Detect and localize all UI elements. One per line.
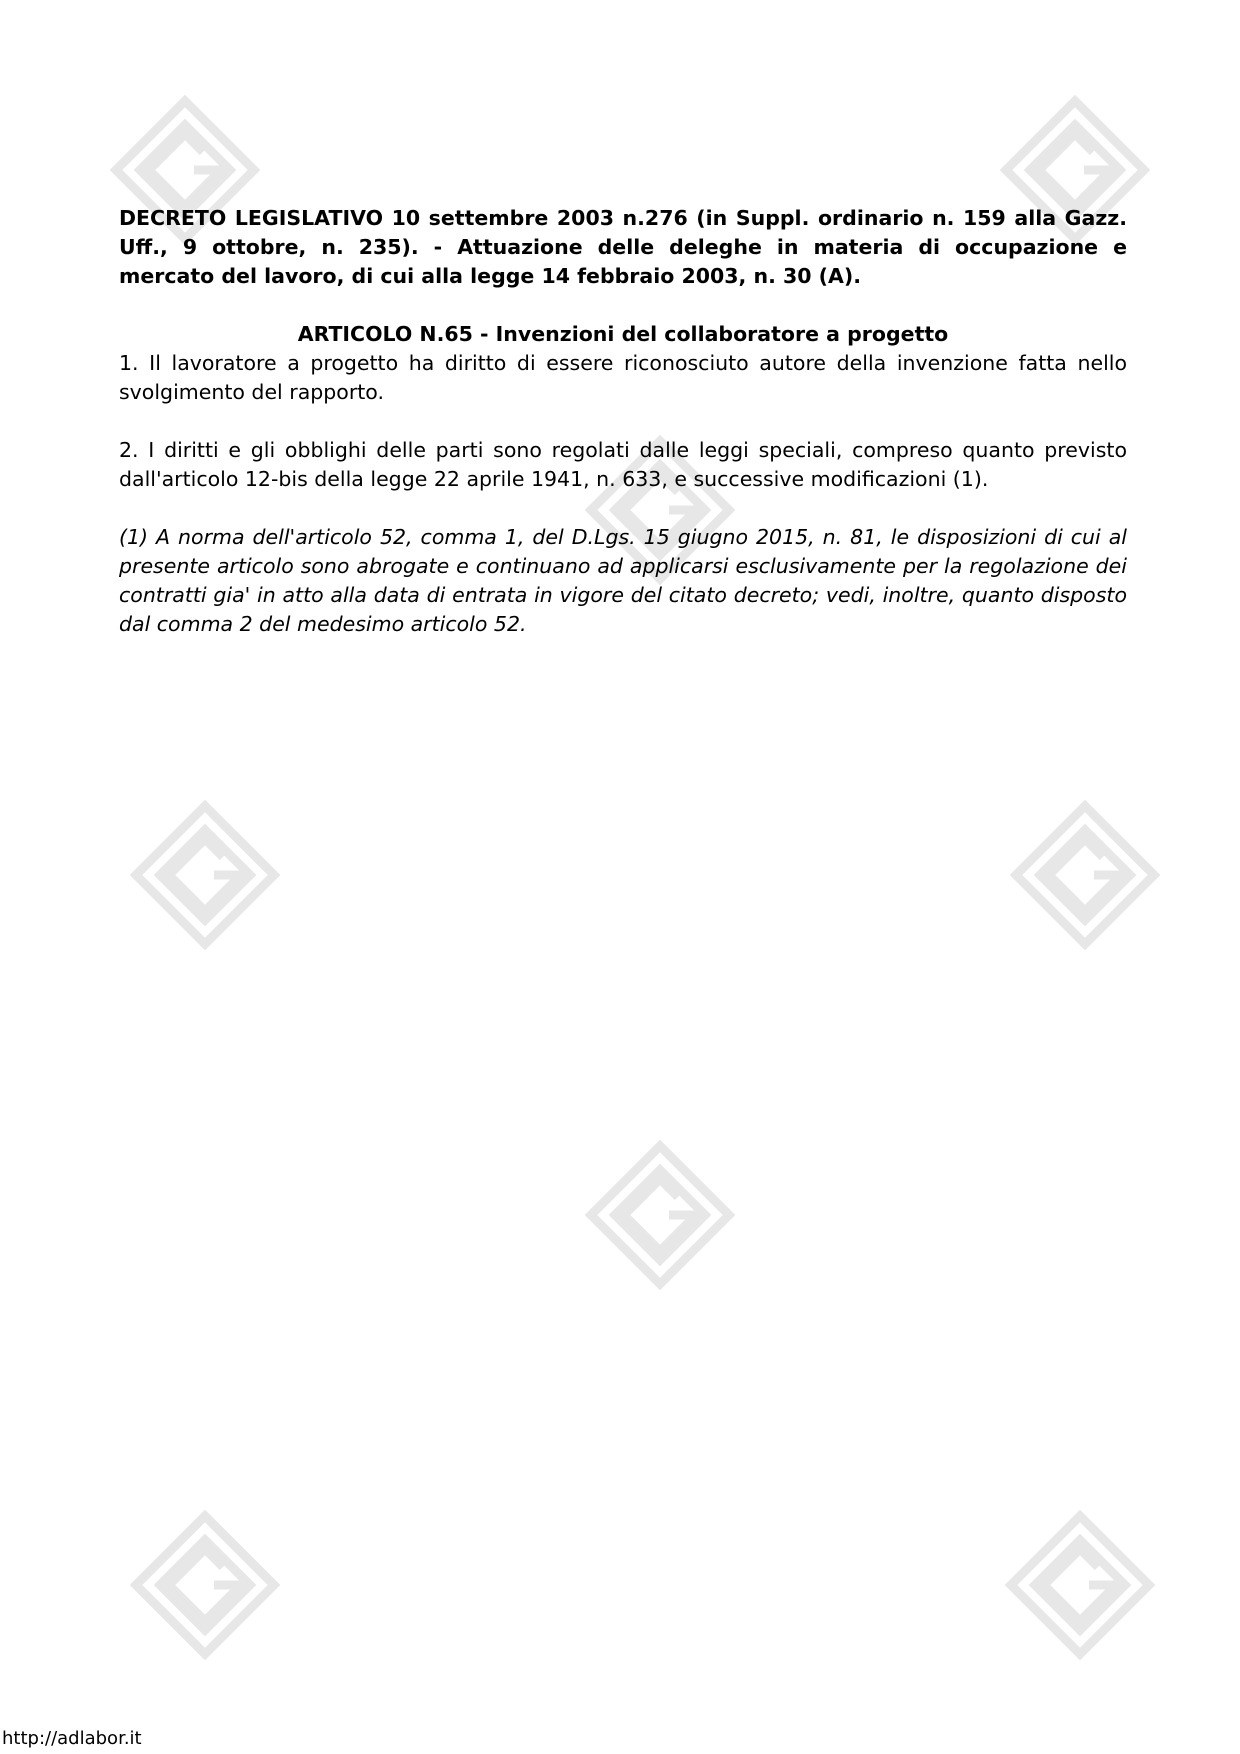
watermark-logo-icon: [130, 1510, 280, 1660]
watermark-logo-icon: [1010, 800, 1160, 950]
paragraph-1: 1. Il lavoratore a progetto ha diritto di essere riconosciuto autore della invenzione fatta nello svolgimento del rapporto.: [119, 351, 1127, 404]
article-heading: ARTICOLO N.65 - Invenzioni del collaboratore a progetto: [297, 322, 949, 346]
paragraph-2: 2. I diritti e gli obblighi delle parti sono regolati dalle leggi speciali, compreso quanto previsto dall'articolo 12-bis della legge 22 aprile 1941, n. 633, e successive modificazioni (1).: [119, 438, 1127, 491]
document-title: DECRETO LEGISLATIVO 10 settembre 2003 n.276 (in Suppl. ordinario n. 159 alla Gazz. Uff., 9 ottobre, n. 235). - Attuazione delle deleghe in materia di occupazione e mercato del lavoro, di cui alla legge 14 febbraio 2003, n. 30 (A).: [119, 206, 1127, 288]
document-body: [119, 204, 1127, 639]
footer-url: http://adlabor.it: [2, 1728, 142, 1749]
footnote: (1) A norma dell'articolo 52, comma 1, del D.Lgs. 15 giugno 2015, n. 81, le disposizioni di cui al presente articolo sono abrogate e continuano ad applicarsi esclusivamente per la regolazione dei contratti gia' in atto alla data di entrata in vigore del citato decreto; vedi, inoltre, quanto disposto dal comma 2 del medesimo articolo 52.: [119, 525, 1127, 636]
watermark-logo-icon: [585, 1140, 735, 1290]
watermark-logo-icon: [130, 800, 280, 950]
watermark-logo-icon: [1005, 1510, 1155, 1660]
